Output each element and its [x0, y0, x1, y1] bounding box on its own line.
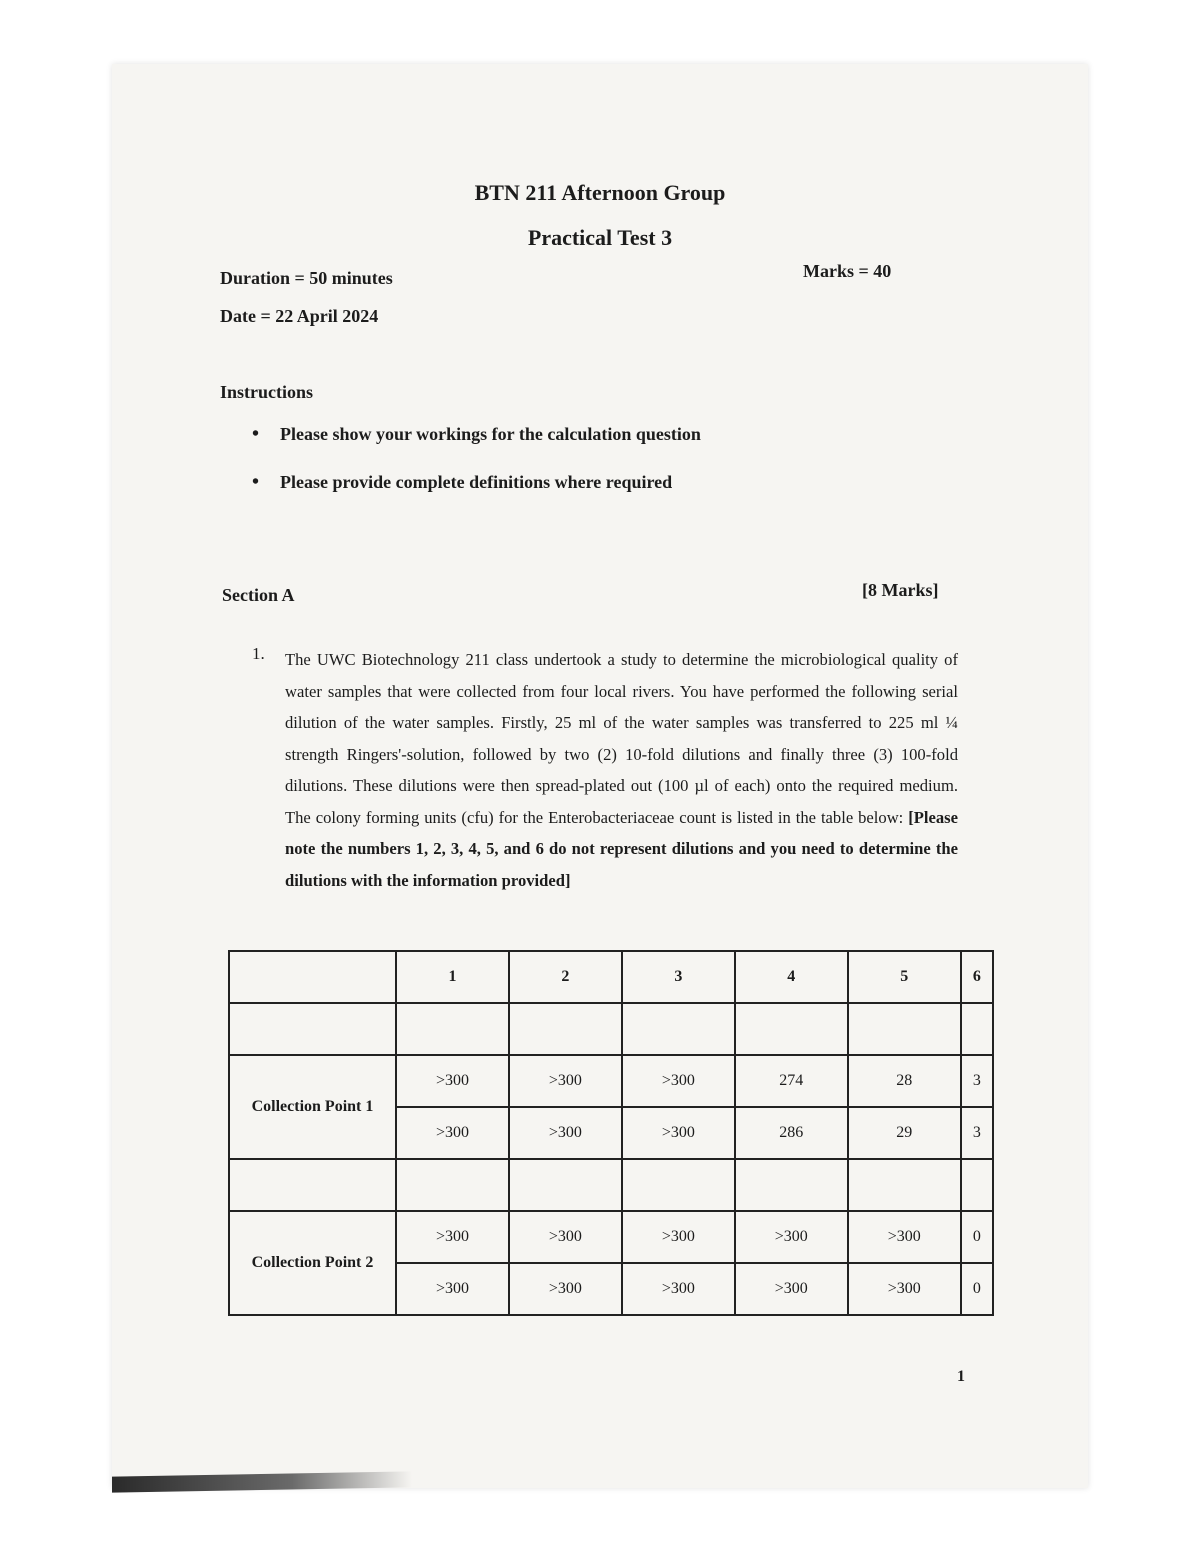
table-cell: 274 — [735, 1055, 848, 1107]
table-cell — [229, 1159, 396, 1211]
table-cell: 29 — [848, 1107, 961, 1159]
table-cell — [509, 1003, 622, 1055]
table-row-blank — [229, 1003, 993, 1055]
column-header: 2 — [509, 951, 622, 1003]
date-text: Date = 22 April 2024 — [220, 306, 379, 326]
table-cell: 286 — [735, 1107, 848, 1159]
collection-point-label: Collection Point 2 — [229, 1211, 396, 1315]
table-header-blank — [229, 951, 396, 1003]
instructions-heading: Instructions — [220, 382, 314, 402]
table-cell: >300 — [509, 1107, 622, 1159]
section-title: Section A — [222, 585, 295, 605]
table-cell — [961, 1003, 993, 1055]
table-cell: >300 — [396, 1263, 509, 1315]
table-cell: >300 — [509, 1055, 622, 1107]
table-cell: >300 — [396, 1107, 509, 1159]
table-header-row — [229, 951, 993, 1003]
table-cell: >300 — [735, 1263, 848, 1315]
table-cell: 28 — [848, 1055, 961, 1107]
instruction-item: • Please provide complete definitions where required — [252, 468, 701, 516]
table-cell: 0 — [961, 1211, 993, 1263]
column-header: 1 — [396, 951, 509, 1003]
table-cell: >300 — [848, 1211, 961, 1263]
table-cell: >300 — [622, 1211, 735, 1263]
table-cell — [396, 1003, 509, 1055]
section-marks: [8 Marks] — [862, 580, 939, 600]
column-header: 6 — [961, 951, 993, 1003]
table-cell — [735, 1159, 848, 1211]
table-cell — [735, 1003, 848, 1055]
document-title: BTN 211 Afternoon Group — [474, 180, 726, 205]
table-cell: 0 — [961, 1263, 993, 1315]
question-body — [285, 644, 958, 896]
table-cell — [961, 1159, 993, 1211]
table-cell: >300 — [396, 1211, 509, 1263]
page-number: 1 — [957, 1368, 965, 1385]
table-cell: >300 — [509, 1263, 622, 1315]
table-cell — [622, 1159, 735, 1211]
table-row — [229, 1055, 993, 1107]
column-header: 4 — [735, 951, 848, 1003]
column-header: 5 — [848, 951, 961, 1003]
instruction-item: • Please show your workings for the calculation question — [252, 420, 701, 468]
table-cell — [848, 1159, 961, 1211]
table-cell: >300 — [848, 1263, 961, 1315]
table-cell: >300 — [622, 1055, 735, 1107]
instructions-list — [252, 420, 701, 516]
table-cell: 3 — [961, 1055, 993, 1107]
table-cell — [848, 1003, 961, 1055]
cfu-count-table — [228, 950, 994, 1316]
question-text: The UWC Biotechnology 211 class undertook a study to determine the microbiological quality of water samples that were collected from four local rivers. You have performed the following serial dilution of the water samples. Firstly, 25 ml of the water samples was transferred to 225 ml ¼ strength Ringers'-solution, followed by two (2) 10-fold dilutions and finally three (3) 100-fold dilutions. These dilutions were then spread-plated out (100 µl of each) onto the required medium. The colony forming units (cfu) for the Enterobacteriaceae count is listed in the table below: — [285, 650, 958, 827]
table-cell: >300 — [735, 1211, 848, 1263]
table-cell: 3 — [961, 1107, 993, 1159]
table-cell — [509, 1159, 622, 1211]
question-note: [Please note the numbers 1, 2, 3, 4, 5, and 6 do not represent dilutions and you need to determine the dilutions with the information provided] — [285, 807, 958, 890]
table-cell — [229, 1003, 396, 1055]
table-row — [229, 1211, 993, 1263]
duration-text: Duration = 50 minutes — [220, 268, 393, 288]
table-cell: >300 — [396, 1055, 509, 1107]
table-cell: >300 — [622, 1107, 735, 1159]
question-number: 1. — [252, 644, 265, 663]
collection-point-label: Collection Point 1 — [229, 1055, 396, 1159]
column-header: 3 — [622, 951, 735, 1003]
table-cell — [396, 1159, 509, 1211]
marks-text: Marks = 40 — [803, 261, 892, 281]
table-cell: >300 — [622, 1263, 735, 1315]
table-cell: >300 — [509, 1211, 622, 1263]
table-row-blank — [229, 1159, 993, 1211]
table-cell — [622, 1003, 735, 1055]
document-subtitle: Practical Test 3 — [527, 225, 673, 250]
